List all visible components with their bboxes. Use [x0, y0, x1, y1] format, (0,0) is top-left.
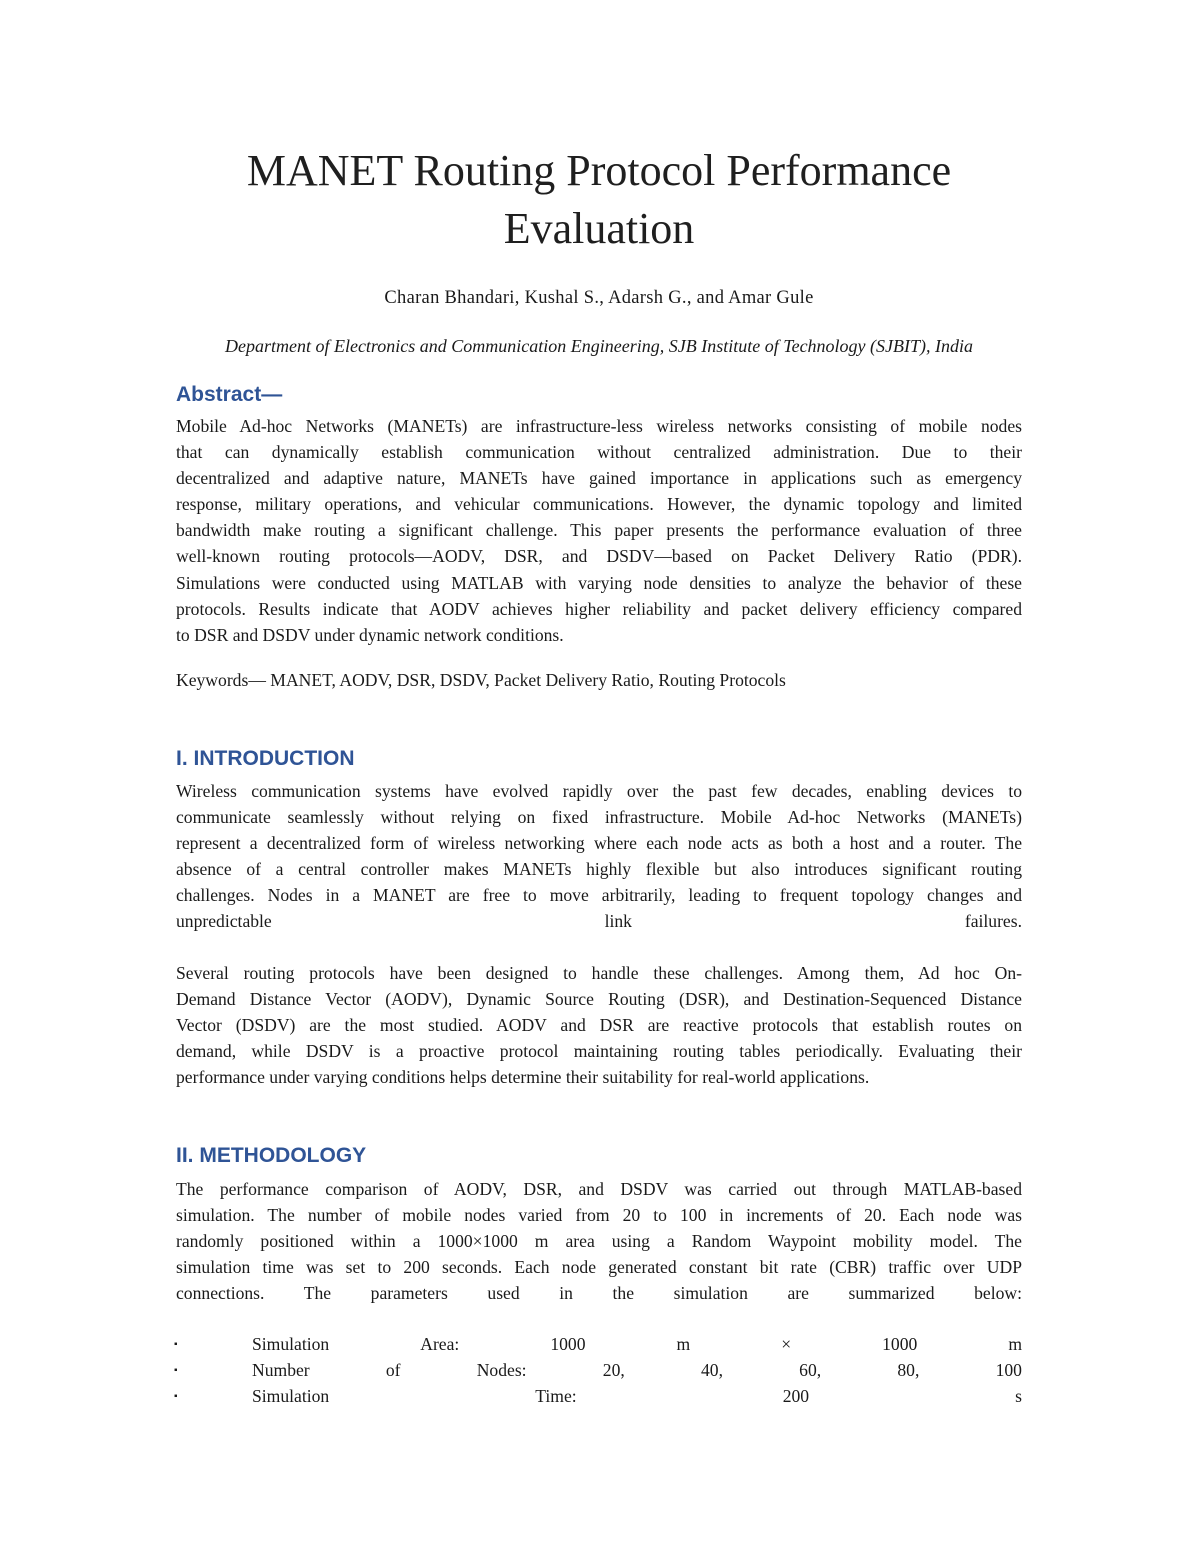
bullet-word: Time: — [535, 1386, 577, 1407]
list-item — [176, 1331, 1022, 1357]
intro-line: absence of a central controller makes MANETs highly flexible but also introduces significant routing — [176, 859, 1022, 880]
intro-line: Vector (DSDV) are the most studied. AODV and DSR are reactive protocols that establish routes on — [176, 1015, 1022, 1036]
intro-line: Several routing protocols have been designed to handle these challenges. Among them, Ad hoc On- — [176, 963, 1022, 983]
bullet-word: m — [676, 1333, 691, 1354]
bullet-text — [252, 1360, 1022, 1381]
intro-line: challenges. Nodes in a MANET are free to move arbitrarily, leading to frequent topology changes and — [176, 885, 1022, 906]
abstract-line: bandwidth make routing a significant challenge. This paper presents the performance evaluation of three — [176, 520, 1022, 541]
bullet-word: 200 — [782, 1386, 810, 1407]
parameter-list — [176, 1331, 1022, 1410]
abstract-body — [176, 413, 1022, 648]
introduction-para-2 — [176, 960, 1022, 1090]
bullet-icon: ▪ — [174, 1364, 178, 1376]
bullet-text — [252, 1334, 1022, 1355]
abstract-line: Mobile Ad-hoc Networks (MANETs) are infrastructure-less wireless networks consisting of mobile nodes — [176, 416, 1022, 436]
intro-line: represent a decentralized form of wireless networking where each node acts as both a host and a router. The — [176, 833, 1022, 854]
affiliation: Department of Electronics and Communication Engineering, SJB Institute of Technology (SJBIT), India — [224, 336, 974, 356]
abstract-heading: Abstract— — [176, 383, 283, 406]
methodology-para — [176, 1176, 1022, 1306]
bullet-word: 40, — [700, 1359, 723, 1380]
abstract-line: response, military operations, and vehicular communications. However, the dynamic topology and limited — [176, 494, 1022, 515]
bullet-word: 1000 — [882, 1333, 918, 1354]
author-list: Charan Bhandari, Kushal S., Adarsh G., and Amar Gule — [384, 288, 814, 308]
bullet-word: 20, — [602, 1359, 625, 1380]
title-line-1: MANET Routing Protocol Performance — [246, 146, 952, 195]
bullet-word: 100 — [995, 1359, 1022, 1380]
title-line-2: Evaluation — [503, 204, 695, 253]
bullet-word: of — [385, 1359, 401, 1380]
bullet-word: Nodes: — [476, 1359, 527, 1380]
abstract-line: well-known routing protocols—AODV, DSR, and DSDV—based on Packet Delivery Ratio (PDR). — [176, 546, 1022, 567]
abstract-line: protocols. Results indicate that AODV achieves higher reliability and packet delivery efficiency compared — [176, 598, 1022, 619]
bullet-icon: ▪ — [174, 1391, 178, 1403]
list-item — [176, 1384, 1022, 1410]
intro-line: demand, while DSDV is a proactive protocol maintaining routing tables periodically. Evaluating their — [176, 1041, 1022, 1062]
bullet-word: 60, — [799, 1359, 822, 1380]
intro-line: performance under varying conditions helps determine their suitability for real-world applications. — [176, 1067, 870, 1088]
bullet-word: × — [781, 1333, 792, 1354]
method-line: simulation time was set to 200 seconds. Each node generated constant bit rate (CBR) traffic over UDP — [176, 1257, 1022, 1278]
list-item — [176, 1357, 1022, 1383]
abstract-line: decentralized and adaptive nature, MANETs have gained importance in applications such as emergency — [176, 468, 1022, 489]
bullet-icon: ▪ — [174, 1338, 178, 1350]
bullet-word: Simulation — [252, 1333, 330, 1354]
intro-line: Wireless communication systems have evolved rapidly over the past few decades, enabling devices to — [176, 781, 1022, 801]
bullet-word: Simulation — [252, 1386, 330, 1407]
keywords: Keywords— MANET, AODV, DSR, DSDV, Packet Delivery Ratio, Routing Protocols — [176, 670, 786, 690]
paper-title — [176, 142, 1022, 258]
abstract-line: that can dynamically establish communication without centralized administration. Due to their — [176, 442, 1022, 463]
method-line: connections. The parameters used in the simulation are summarized below: — [176, 1283, 1022, 1304]
bullet-text — [252, 1386, 1022, 1407]
method-line: simulation. The number of mobile nodes varied from 20 to 100 in increments of 20. Each node was — [176, 1205, 1022, 1226]
abstract-line: to DSR and DSDV under dynamic network conditions. — [176, 624, 564, 645]
method-line: randomly positioned within a 1000×1000 m area using a Random Waypoint mobility model. The — [176, 1231, 1022, 1252]
introduction-heading: I. INTRODUCTION — [176, 747, 355, 770]
introduction-para-1 — [176, 778, 1022, 935]
bullet-word: s — [1015, 1386, 1022, 1407]
bullet-word: 80, — [897, 1359, 920, 1380]
bullet-word: 1000 — [550, 1333, 586, 1354]
methodology-heading: II. METHODOLOGY — [176, 1144, 367, 1167]
abstract-line: Simulations were conducted using MATLAB with varying node densities to analyze the behavior of these — [176, 572, 1022, 593]
intro-line: unpredictable link failures. — [176, 911, 1022, 932]
intro-line: Demand Distance Vector (AODV), Dynamic Source Routing (DSR), and Destination-Sequenced Distance — [176, 989, 1022, 1010]
bullet-word: Number — [252, 1359, 310, 1380]
method-line: The performance comparison of AODV, DSR, and DSDV was carried out through MATLAB-based — [176, 1179, 1022, 1199]
intro-line: communicate seamlessly without relying on fixed infrastructure. Mobile Ad-hoc Networks (MANETs) — [176, 807, 1022, 828]
bullet-word: Area: — [420, 1333, 460, 1354]
bullet-word: m — [1008, 1333, 1022, 1354]
